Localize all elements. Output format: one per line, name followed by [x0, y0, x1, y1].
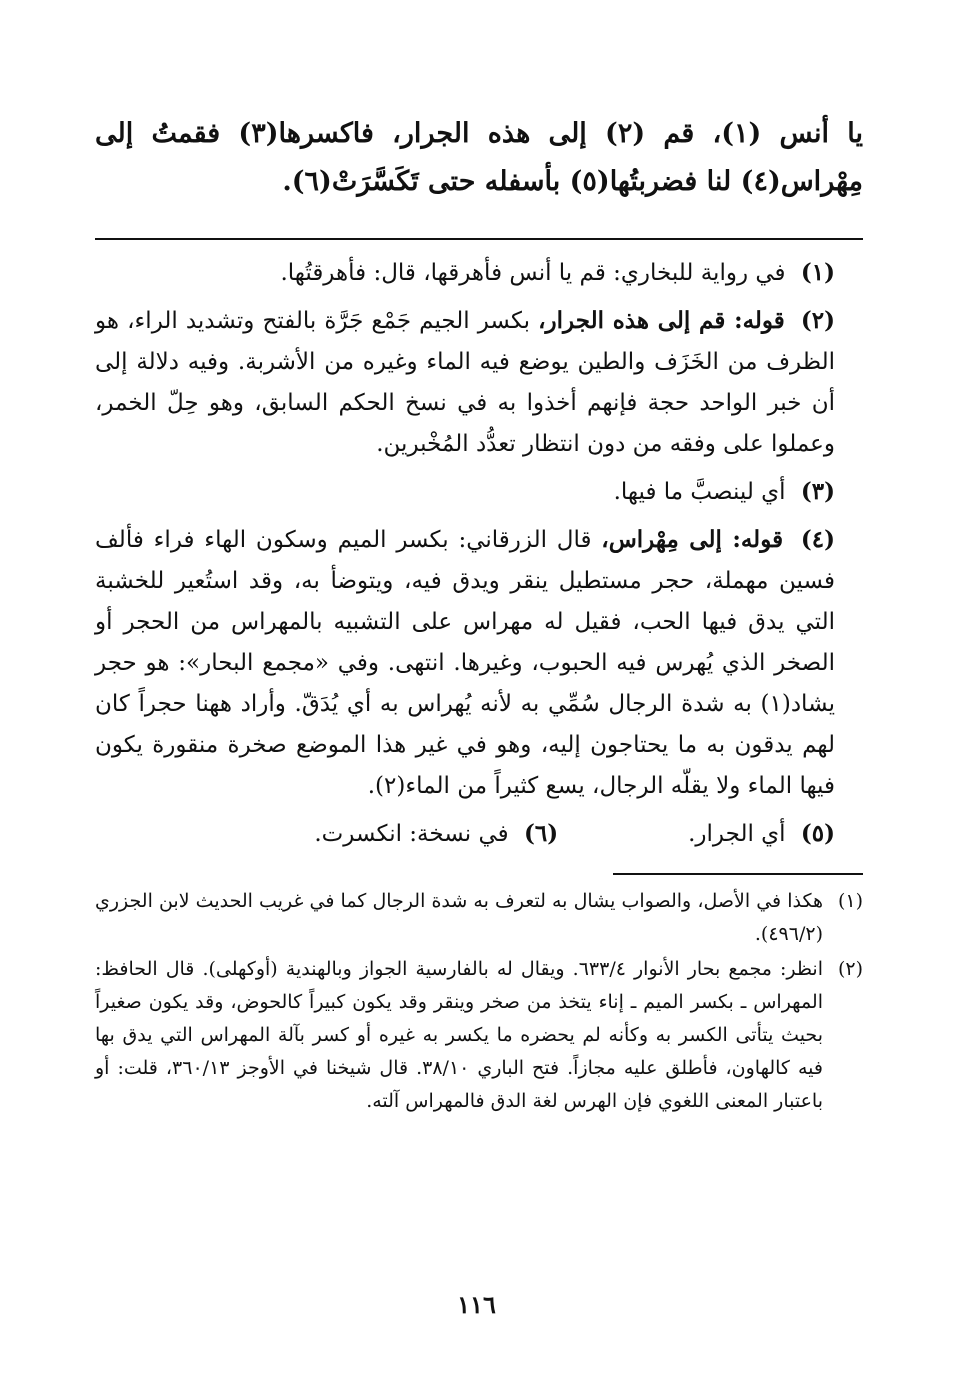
commentary-note-4	[95, 519, 863, 807]
commentary-note-number: (١)	[800, 259, 835, 286]
main-text: يا أنس (١)، قم (٢) إلى هذه الجرار، فاكسرها(٣) فقمتُ إلى مِهْراس(٤) لنا فضربتُها(٥) بأسفله حتى تَكَسَّرَتْ(٦).	[95, 118, 863, 197]
commentary-note-text: أي لينصبَّ ما فيها.	[613, 479, 786, 505]
commentary-note-1	[95, 252, 863, 294]
inline-note-5	[688, 813, 835, 855]
footnote-separator	[613, 873, 863, 875]
commentary-note-number: (٤)	[800, 526, 836, 553]
editor-footnote-number: (٢)	[837, 958, 863, 980]
editor-footnotes	[95, 885, 863, 1118]
inline-note-number: (٦)	[523, 820, 559, 847]
inline-note-number: (٥)	[800, 820, 835, 847]
inline-notes-row	[95, 813, 863, 855]
editor-footnote-2	[95, 953, 863, 1118]
page-number: ١١٦	[457, 1290, 496, 1319]
editor-footnote-text: انظر: مجمع بحار الأنوار ٦٣٣/٤. ويقال له بالفارسية الجواز وبالهندية (أوكهلى). قال الحافظ: المهراس ـ بكسر الميم ـ إناء يتخذ من صخر وينقر وقد يكون كبيراً كالحوض، وقد يكون صغيراً بحيث يتأتى الكسر به وكأنه لم يحضره ما يكسر به غيره أو كسر بآلة المهراس التي يدق بها فيه كالهاون، فأطلق عليه مجازاً. فتح الباري ٣٨/١٠. قال شيخنا في الأوجز ٣٦٠/١٣، قلت: أو باعتبار المعنى اللغوي فإن الهرس لغة الدق فالمهراس آلته.	[95, 958, 823, 1112]
commentary-note-lemma: قوله: قم إلى هذه الجرار،	[538, 307, 785, 334]
commentary-note-number: (٣)	[800, 478, 835, 505]
commentary-note-number: (٢)	[800, 307, 836, 334]
inline-note-6	[314, 813, 558, 855]
inline-note-text: أي الجرار.	[688, 821, 786, 847]
editor-footnote-1	[95, 885, 863, 951]
commentary-note-text: في رواية للبخاري: قم يا أنس فأهرقها، قال: فأهرقتُها.	[280, 260, 786, 286]
commentary-note-text: بكسر الجيم جَمْع جَرَّة بالفتح وتشديد الراء، هو الظرف من الخَزَف والطين يوضع فيه الماء وغيره من الأشربة. وفيه دلالة إلى أن خبر الواحد حجة فإنهم أخذوا به في نسخ الحكم السابق، وهو حِلّ الخمر، وعملوا على وفقه من دون انتظار تعدُّد المُخْبرين.	[95, 308, 835, 457]
page-content	[95, 110, 863, 1120]
commentary-separator	[95, 238, 863, 240]
commentary-note-2	[95, 300, 863, 465]
inline-note-text: في نسخة: انكسرت.	[314, 821, 509, 847]
commentary-note-3	[95, 471, 863, 513]
commentary-note-lemma: قوله: إلى مِهْراس،	[601, 526, 784, 553]
editor-footnote-text: هكذا في الأصل، والصواب يشال به لتعرف به شدة الرجال كما في غريب الحديث لابن الجزري (٤٩٦/٢).	[95, 890, 823, 945]
commentary-section	[95, 252, 863, 855]
editor-footnote-number: (١)	[837, 890, 863, 912]
commentary-note-text: قال الزرقاني: بكسر الميم وسكون الهاء فراء فألف فسين مهملة، حجر مستطيل ينقر ويدق فيه، ويتوضأ به، وقد استُعير للخشبة التي يدق فيها الحب، فقيل له مهراس على التشبيه بالمهراس من الحجر أو الصخر الذي يُهرس فيه الحبوب، وغيرها. انتهى. وفي «مجمع البحار»: هو حجر يشاد(١) به شدة الرجال سُمِّي به لأنه يُهراس به أي يُدَقّ. وأراد ههنا حجراً كان لهم يدقون به ما يحتاجون إليه، وهو في غير هذا الموضع صخرة منقورة يكون فيها الماء ولا يقلّه الرجال، يسع كثيراً من الماء(٢).	[95, 527, 836, 799]
